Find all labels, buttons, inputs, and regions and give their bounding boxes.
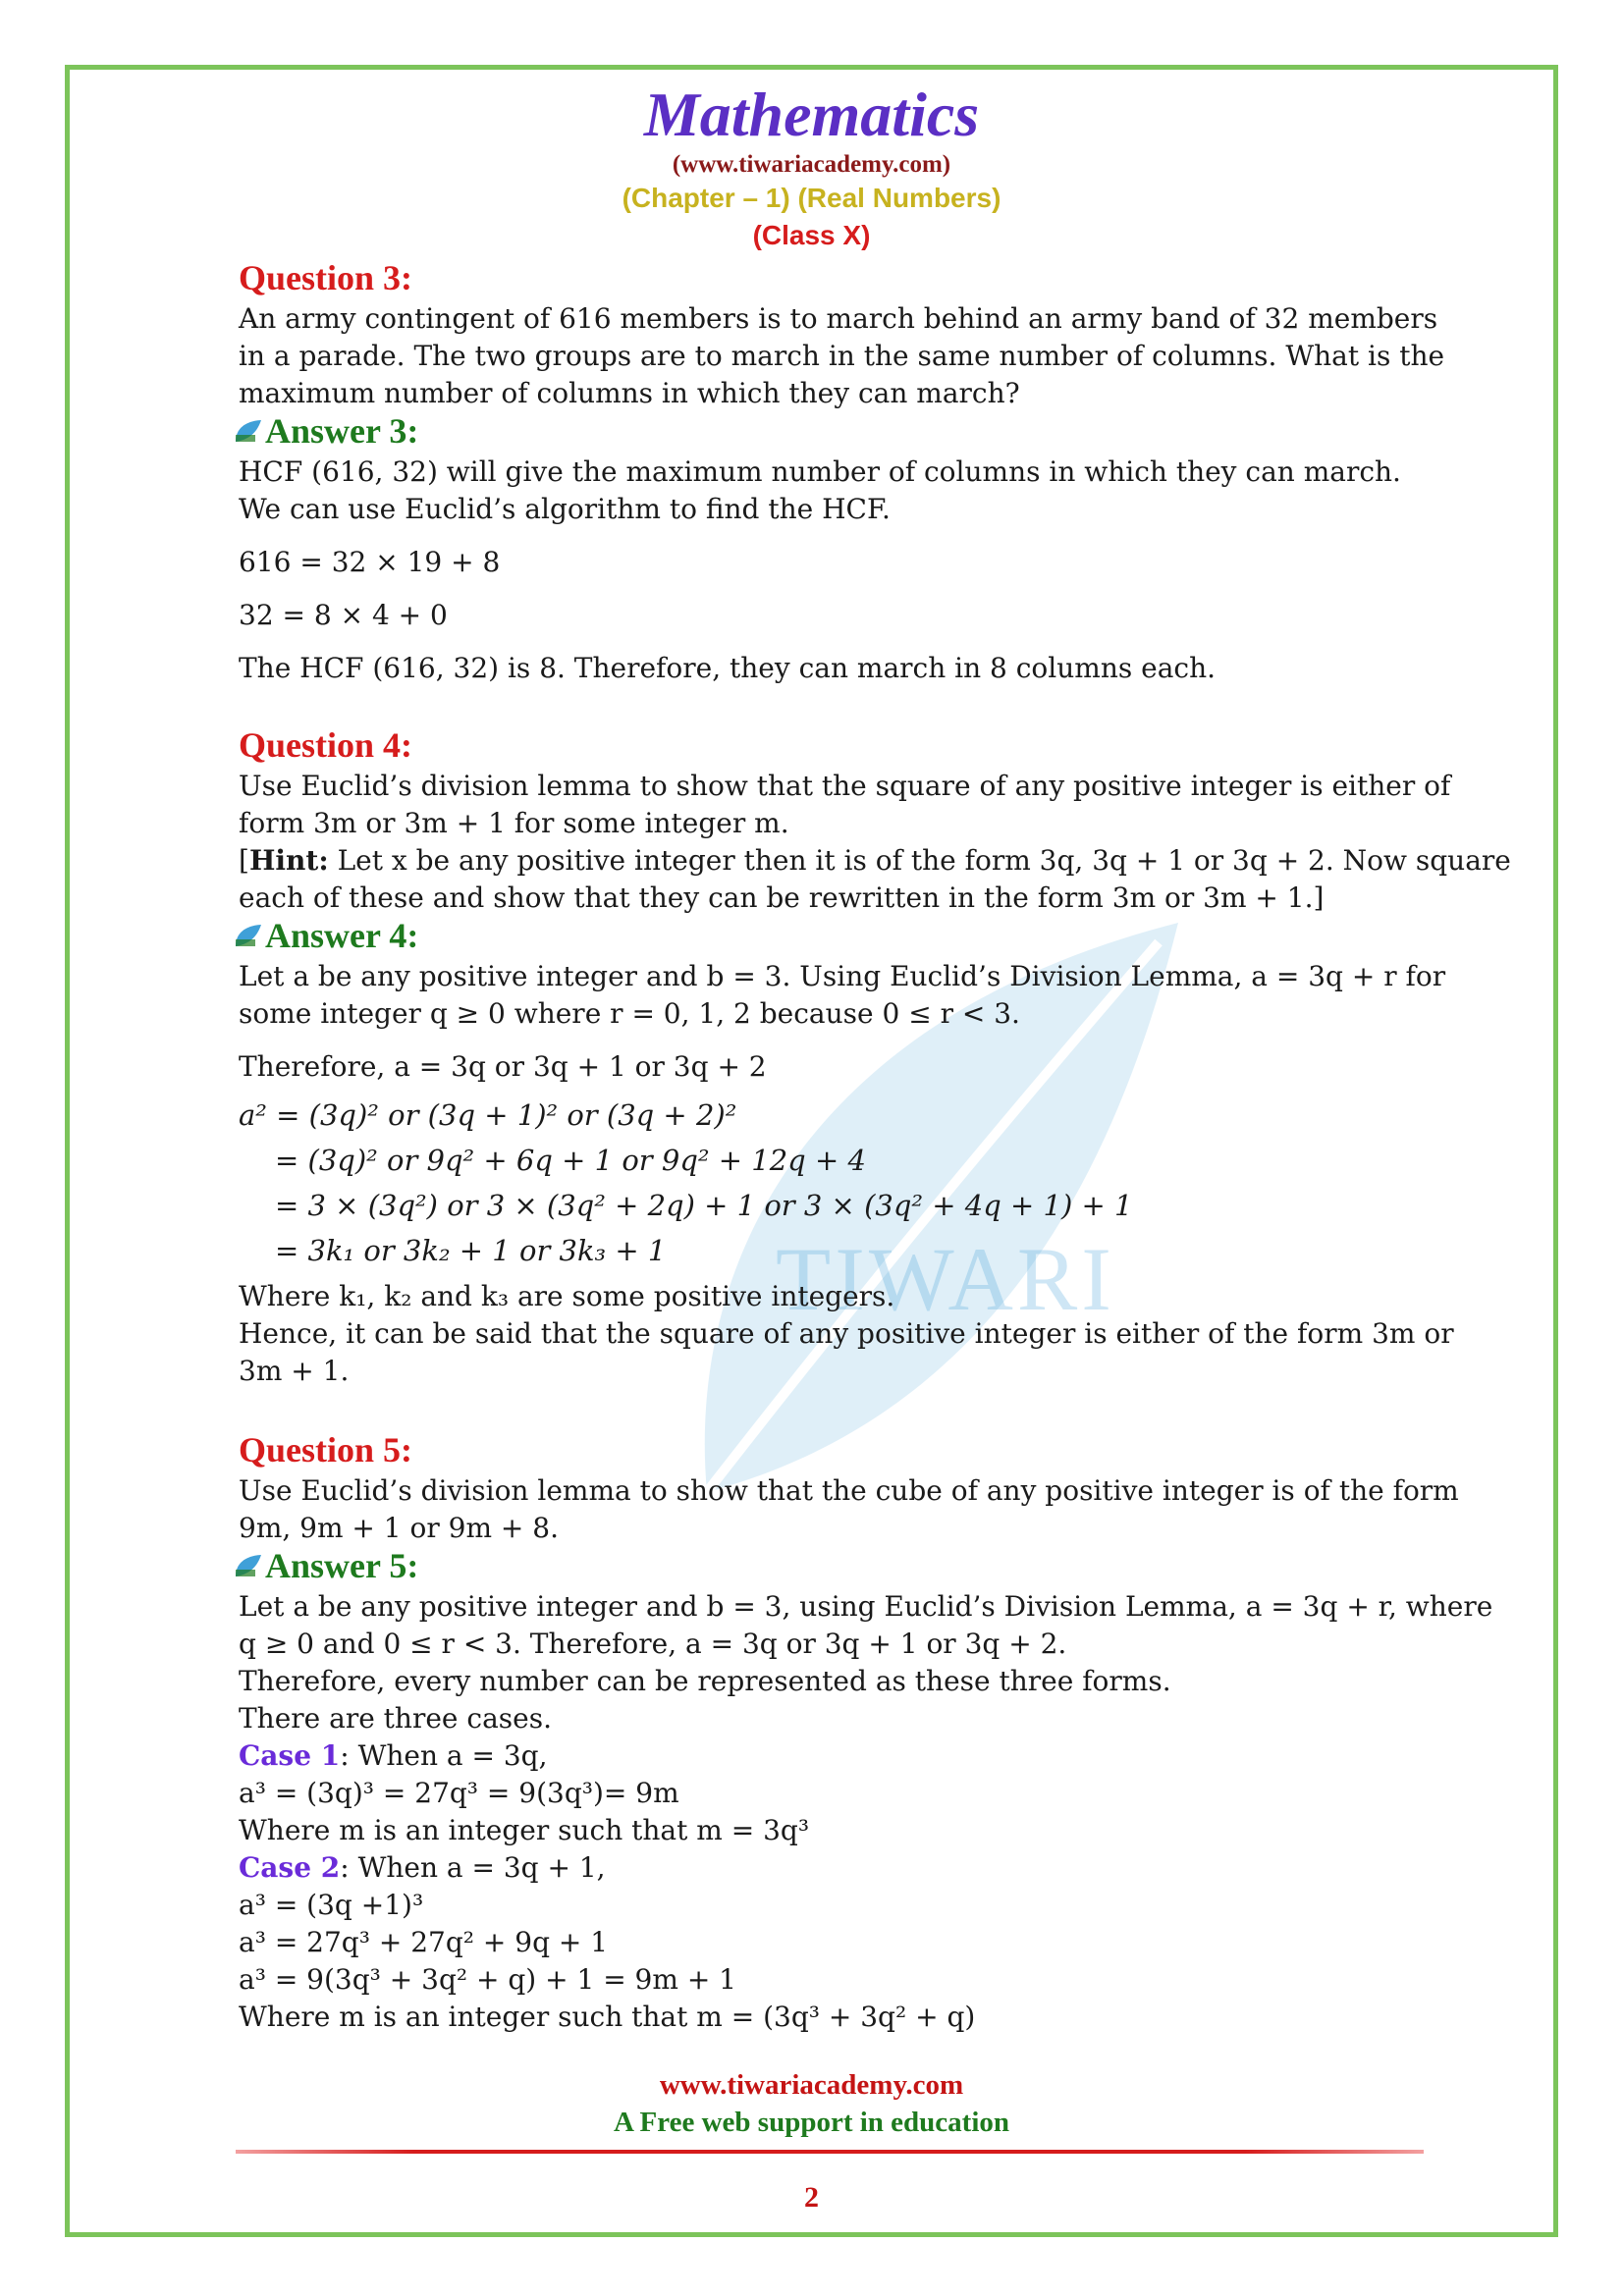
question-3-line: maximum number of columns in which they can march? (239, 377, 1020, 409)
tiwari-leaf-icon (234, 1553, 263, 1578)
answer-4-line: some integer q ≥ 0 where r = 0, 1, 2 because 0 ≤ r < 3. (239, 997, 1020, 1030)
case-2-label: Case 2 (239, 1851, 341, 1884)
question-4-hint: [Hint: Let x be any positive integer then it is of the form 3q, 3q + 1 or 3q + 2. Now square (239, 844, 1511, 877)
tiwari-leaf-icon (234, 923, 263, 948)
answer-5-case-1 (239, 1737, 548, 1775)
page-number: 2 (804, 2181, 819, 2214)
case-1-label: Case 1 (239, 1739, 341, 1772)
answer-3-eq: 32 = 8 × 4 + 0 (239, 599, 448, 631)
answer-4-eq: a² = (3q)² or (3q + 1)² or (3q + 2)² (239, 1098, 737, 1132)
question-4-line: form 3m or 3m + 1 for some integer m. (239, 807, 789, 839)
tiwari-leaf-icon (234, 418, 263, 444)
answer-3-heading (234, 410, 418, 452)
answer-4-line: 3m + 1. (239, 1355, 350, 1387)
case-2-text: : When a = 3q + 1, (340, 1851, 606, 1884)
answer-4-line: Where k₁, k₂ and k₃ are some positive integers. (239, 1280, 895, 1312)
question-3-line: An army contingent of 616 members is to march behind an army band of 32 members (239, 302, 1438, 335)
answer-4-line: Hence, it can be said that the square of any positive integer is either of the form 3m or (239, 1317, 1454, 1350)
question-5-label: Question 5: (239, 1430, 413, 1469)
header-class: (Class X) (752, 220, 871, 250)
question-4-line: Use Euclid’s division lemma to show that the square of any positive integer is either of (239, 770, 1451, 802)
case-1-text: : When a = 3q, (340, 1739, 548, 1772)
footer-url[interactable]: www.tiwariacademy.com (659, 2069, 964, 2101)
question-4-label: Question 4: (239, 725, 413, 765)
answer-5-eq: a³ = (3q)³ = 27q³ = 9(3q³)= 9m (239, 1777, 679, 1809)
answer-4-eq: = 3k₁ or 3k₂ + 1 or 3k₃ + 1 (275, 1234, 667, 1267)
answer-4-line: Let a be any positive integer and b = 3. Using Euclid’s Division Lemma, a = 3q + r for (239, 960, 1446, 992)
answer-5-eq: a³ = 9(3q³ + 3q² + q) + 1 = 9m + 1 (239, 1963, 736, 1996)
footer-tagline: A Free web support in education (613, 2107, 1010, 2138)
question-4-hint-line: each of these and show that they can be rewritten in the form 3m or 3m + 1.] (239, 881, 1325, 914)
answer-5-eq: a³ = (3q +1)³ (239, 1889, 424, 1921)
answer-4-eq: = 3 × (3q²) or 3 × (3q² + 2q) + 1 or 3 × (3q² + 4q + 1) + 1 (275, 1189, 1133, 1222)
answer-4-label: Answer 4: (265, 916, 419, 955)
watermark-text: TIWARI (776, 1229, 1115, 1329)
answer-5-eq: a³ = 27q³ + 27q² + 9q + 1 (239, 1926, 609, 1958)
answer-5-label: Answer 5: (265, 1546, 419, 1585)
answer-5-line: Therefore, every number can be represented as these three forms. (239, 1665, 1171, 1697)
answer-5-case-2 (239, 1849, 606, 1887)
question-3-line: in a parade. The two groups are to march in the same number of columns. What is the (239, 340, 1445, 372)
answer-5-line: q ≥ 0 and 0 ≤ r < 3. Therefore, a = 3q or 3q + 1 or 3q + 2. (239, 1628, 1067, 1660)
answer-3-eq: 616 = 32 × 19 + 8 (239, 546, 501, 578)
answer-4-line: Therefore, a = 3q or 3q + 1 or 3q + 2 (239, 1050, 767, 1083)
answer-5-line: Let a be any positive integer and b = 3, using Euclid’s Division Lemma, a = 3q + r, where (239, 1590, 1493, 1623)
header-url[interactable]: (www.tiwariacademy.com) (672, 151, 951, 178)
page-title: Mathematics (643, 80, 980, 149)
hint-label: Hint: (248, 844, 329, 877)
answer-3-label: Answer 3: (265, 411, 419, 451)
hint-text: Let x be any positive integer then it is of the form 3q, 3q + 1 or 3q + 2. Now square (337, 844, 1511, 877)
answer-5-line: There are three cases. (239, 1702, 552, 1735)
question-3-label: Question 3: (239, 258, 413, 297)
answer-4-heading (234, 915, 418, 956)
answer-3-conclusion: The HCF (616, 32) is 8. Therefore, they can march in 8 columns each. (239, 652, 1217, 684)
question-5-line: Use Euclid’s division lemma to show that the cube of any positive integer is of the form (239, 1474, 1459, 1507)
question-5-line: 9m, 9m + 1 or 9m + 8. (239, 1512, 559, 1544)
answer-5-line: Where m is an integer such that m = 3q³ (239, 1814, 810, 1846)
answer-5-heading (234, 1545, 418, 1586)
answer-3-line: HCF (616, 32) will give the maximum number of columns in which they can march. (239, 455, 1401, 488)
answer-5-line: Where m is an integer such that m = (3q³ + 3q² + q) (239, 2001, 976, 2033)
footer-divider (236, 2150, 1424, 2154)
answer-4-eq: = (3q)² or 9q² + 6q + 1 or 9q² + 12q + 4 (275, 1144, 866, 1177)
header-chapter: (Chapter – 1) (Real Numbers) (622, 183, 1001, 213)
answer-3-line: We can use Euclid’s algorithm to find the HCF. (239, 493, 891, 525)
